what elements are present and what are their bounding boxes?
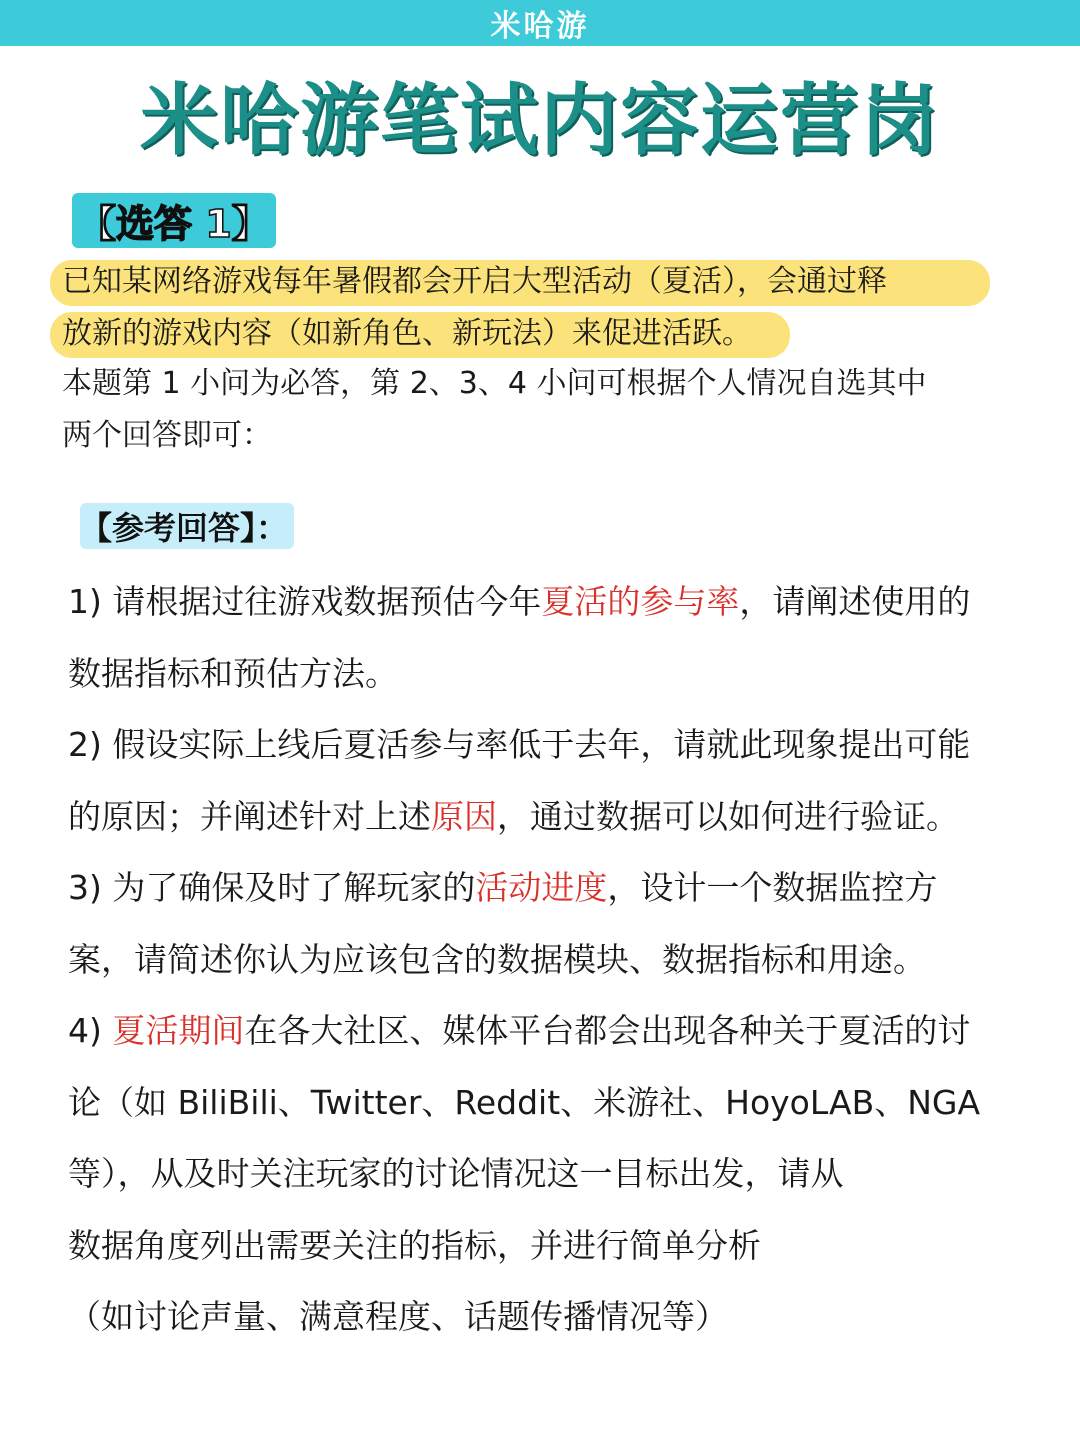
section-label: [72, 192, 276, 248]
question-line: [68, 1138, 1028, 1210]
answer-label-container: [80, 502, 294, 550]
question-text: 数据角度列出需要关注的指标，并进行简单分析: [68, 1225, 761, 1265]
intro-paragraph: [62, 256, 1022, 360]
question-line: [68, 1067, 1028, 1139]
question-text: 2) 假设实际上线后夏活参与率低于去年，请就此现象提出可能: [68, 725, 971, 764]
instruction-note: [62, 358, 1022, 462]
question-line: [68, 852, 1028, 924]
question-emphasis: 活动进度: [475, 868, 608, 907]
question-emphasis: 夏活期间: [112, 1011, 245, 1050]
question-line: [68, 781, 1028, 853]
question-text: 4): [68, 1011, 113, 1050]
question-line: [68, 995, 1028, 1067]
intro-line-1: 已知某网络游戏每年暑假都会开启大型活动（夏活），会通过释: [62, 264, 887, 299]
question-emphasis: 夏活的参与率: [541, 582, 740, 621]
question-text: （如讨论声量、满意程度、话题传播情况等）: [68, 1297, 728, 1336]
answer-label: 【参考回答】：: [80, 503, 294, 549]
question-line: [68, 1210, 1028, 1282]
question-text: 案，请简述你认为应该包含的数据模块、数据指标和用途。: [68, 939, 926, 979]
question-text: ，设计一个数据监控方: [607, 868, 938, 907]
question-text: ，通过数据可以如何进行验证。: [497, 796, 959, 836]
question-text: 3) 为了确保及时了解玩家的: [68, 868, 476, 907]
question-emphasis: 原因: [431, 796, 497, 836]
top-bar: [0, 0, 1080, 46]
brand-label: 米哈游: [490, 9, 590, 44]
page-title: 米哈游笔试内容运营岗: [139, 76, 940, 166]
question-text: 数据指标和预估方法。: [68, 653, 398, 693]
question-line: [68, 566, 1028, 638]
question-text: ，请阐述使用的: [739, 582, 971, 621]
question-line: [68, 1281, 1028, 1353]
section-label-text: 【选答 1】: [72, 193, 276, 248]
question-text: 论（如 BiliBili、Twitter、Reddit、米游社、HoyoLAB、NGA: [68, 1082, 981, 1122]
question-line: [68, 709, 1028, 781]
question-list: [68, 566, 1028, 1353]
question-text: 1) 请根据过往游戏数据预估今年: [68, 582, 542, 621]
note-line-1: 本题第 1 小问为必答，第 2、3、4 小问可根据个人情况自选其中: [62, 366, 927, 401]
note-line-2: 两个回答即可：: [62, 418, 272, 453]
question-line: [68, 924, 1028, 996]
question-line: [68, 638, 1028, 710]
intro-line-2: 放新的游戏内容（如新角色、新玩法）来促进活跃。: [62, 316, 752, 351]
question-text: 在各大社区、媒体平台都会出现各种关于夏活的讨: [244, 1011, 971, 1050]
question-text: 的原因；并阐述针对上述: [68, 796, 431, 836]
question-text: 等），从及时关注玩家的讨论情况这一目标出发，请从: [68, 1154, 844, 1193]
